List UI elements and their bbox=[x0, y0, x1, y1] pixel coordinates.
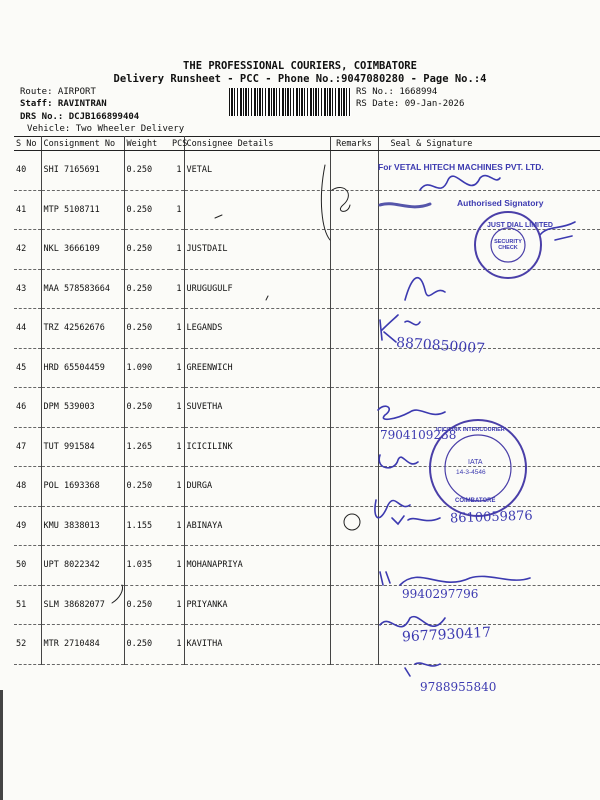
mohanapriya-phone: 9940297796 bbox=[402, 587, 479, 601]
row-consignee: JUSTDAIL bbox=[184, 230, 330, 270]
row-remarks bbox=[330, 585, 378, 625]
row-consignment: SLM 38682077 bbox=[41, 585, 124, 625]
row-consignment: TUT 991584 bbox=[41, 427, 124, 467]
row-consignment: DPM 539003 bbox=[41, 388, 124, 428]
row-remarks bbox=[330, 269, 378, 309]
row-consignee: DURGA bbox=[184, 467, 330, 507]
row-remarks bbox=[330, 625, 378, 665]
row-pcs: 1 bbox=[170, 151, 184, 191]
vetal-stamp-signatory: Authorised Signatory bbox=[457, 198, 544, 208]
row-consignee: ABINAYA bbox=[184, 506, 330, 546]
row-sno: 47 bbox=[14, 427, 41, 467]
table-row bbox=[14, 269, 600, 309]
row-consignee: KAVITHA bbox=[184, 625, 330, 665]
row-pcs: 1 bbox=[170, 546, 184, 586]
row-pcs: 1 bbox=[170, 506, 184, 546]
row-weight: 1.265 bbox=[124, 427, 170, 467]
row-consignee: MOHANAPRIYA bbox=[184, 546, 330, 586]
row-pcs: 1 bbox=[170, 625, 184, 665]
row-consignment: MAA 578583664 bbox=[41, 269, 124, 309]
row-consignee: SUVETHA bbox=[184, 388, 330, 428]
table-row bbox=[14, 625, 600, 665]
row-weight: 0.250 bbox=[124, 388, 170, 428]
row-consignee bbox=[184, 190, 330, 230]
row-sno: 52 bbox=[14, 625, 41, 665]
row-sno: 45 bbox=[14, 348, 41, 388]
col-consignee: Consignee Details bbox=[184, 137, 330, 151]
col-weight: Weight bbox=[124, 137, 170, 151]
row-remarks bbox=[330, 546, 378, 586]
row-weight: 0.250 bbox=[124, 309, 170, 349]
row-remarks bbox=[330, 230, 378, 270]
row-weight: 0.250 bbox=[124, 190, 170, 230]
table-row bbox=[14, 585, 600, 625]
row-weight: 1.155 bbox=[124, 506, 170, 546]
row-sno: 48 bbox=[14, 467, 41, 507]
row-sno: 46 bbox=[14, 388, 41, 428]
security-check-label: SECURITY CHECK bbox=[494, 239, 522, 251]
iata-label: IATA bbox=[468, 459, 483, 466]
row-pcs: 1 bbox=[170, 467, 184, 507]
iata-code: 14-3-4546 bbox=[456, 469, 486, 476]
row-sno: 41 bbox=[14, 190, 41, 230]
runsheet-subtitle: Delivery Runsheet - PCC - Phone No.:9047080280 - Page No.:4 bbox=[113, 73, 487, 85]
row-consignment: HRD 65504459 bbox=[41, 348, 124, 388]
row-pcs: 1 bbox=[170, 269, 184, 309]
row-consignment: KMU 3838013 bbox=[41, 506, 124, 546]
kavitha-signature bbox=[405, 663, 440, 676]
row-remarks bbox=[330, 348, 378, 388]
company-title: THE PROFESSIONAL COURIERS, COIMBATORE bbox=[183, 60, 417, 72]
row-seal bbox=[378, 348, 600, 388]
table-row bbox=[14, 427, 600, 467]
col-seal: Seal & Signature bbox=[378, 137, 600, 151]
row-weight: 0.250 bbox=[124, 230, 170, 270]
row-seal bbox=[378, 388, 600, 428]
row-consignee: PRIYANKA bbox=[184, 585, 330, 625]
row-sno: 40 bbox=[14, 151, 41, 191]
row-remarks bbox=[330, 151, 378, 191]
col-sno: S No bbox=[14, 137, 41, 151]
table-row bbox=[14, 546, 600, 586]
row-pcs: 1 bbox=[170, 190, 184, 230]
col-pcs: PCS bbox=[172, 138, 188, 149]
table-row bbox=[14, 348, 600, 388]
row-weight: 1.035 bbox=[124, 546, 170, 586]
row-weight: 0.250 bbox=[124, 585, 170, 625]
rs-date: RS Date: 09-Jan-2026 bbox=[356, 99, 465, 109]
runsheet-table bbox=[14, 136, 600, 665]
row-pcs: 1 bbox=[170, 427, 184, 467]
barcode bbox=[229, 88, 351, 116]
col-remarks: Remarks bbox=[330, 137, 378, 151]
kavitha-phone: 9788955840 bbox=[420, 680, 497, 694]
legands-phone: 8870850007 bbox=[395, 334, 486, 358]
row-consignment: MTP 5108711 bbox=[41, 190, 124, 230]
priyanka-phone: 9677930417 bbox=[401, 624, 492, 646]
table-row bbox=[14, 388, 600, 428]
row-sno: 49 bbox=[14, 506, 41, 546]
row-consignment: UPT 8022342 bbox=[41, 546, 124, 586]
icicilink-ring-text: ICICILINK INTERCOURIER bbox=[436, 427, 505, 433]
row-pcs: 1 bbox=[170, 388, 184, 428]
table-header bbox=[14, 137, 600, 151]
staff-label: Staff: RAVINTRAN bbox=[20, 99, 107, 109]
row-weight: 0.250 bbox=[124, 467, 170, 507]
route-label: Route: AIRPORT bbox=[20, 87, 96, 97]
row-consignment: TRZ 42562676 bbox=[41, 309, 124, 349]
row-remarks bbox=[330, 190, 378, 230]
row-weight: 1.090 bbox=[124, 348, 170, 388]
row-consignment: NKL 3666109 bbox=[41, 230, 124, 270]
row-consignee: URUGUGULF bbox=[184, 269, 330, 309]
row-consignee: ICICILINK bbox=[184, 427, 330, 467]
rs-number: RS No.: 1668994 bbox=[356, 87, 438, 97]
row-sno: 43 bbox=[14, 269, 41, 309]
row-consignee: LEGANDS bbox=[184, 309, 330, 349]
row-weight: 0.250 bbox=[124, 625, 170, 665]
suvetha-phone: 7904109238 bbox=[380, 428, 457, 442]
row-sno: 42 bbox=[14, 230, 41, 270]
vetal-stamp-company: For VETAL HITECH MACHINES PVT. LTD. bbox=[378, 162, 544, 172]
justdial-stamp-name: JUST DIAL LIMITED bbox=[487, 222, 553, 229]
row-sno: 51 bbox=[14, 585, 41, 625]
drs-number: DRS No.: DCJB166899404 bbox=[20, 112, 140, 122]
coimbatore-ring-text: COIMBATORE bbox=[455, 498, 496, 504]
row-pcs: 1 bbox=[170, 309, 184, 349]
row-pcs: 1 bbox=[170, 348, 184, 388]
row-seal bbox=[378, 546, 600, 586]
row-remarks bbox=[330, 388, 378, 428]
row-weight: 0.250 bbox=[124, 151, 170, 191]
row-sno: 44 bbox=[14, 309, 41, 349]
row-remarks bbox=[330, 506, 378, 546]
row-consignee: GREENWICH bbox=[184, 348, 330, 388]
row-weight: 0.250 bbox=[124, 269, 170, 309]
row-pcs: 1 bbox=[170, 585, 184, 625]
row-consignee: VETAL bbox=[184, 151, 330, 191]
row-seal bbox=[378, 269, 600, 309]
row-sno: 50 bbox=[14, 546, 41, 586]
table-row bbox=[14, 467, 600, 507]
table-row bbox=[14, 309, 600, 349]
row-consignment: MTR 2710484 bbox=[41, 625, 124, 665]
vehicle-label: Vehicle: Two Wheeler Delivery bbox=[27, 124, 185, 134]
row-consignment: SHI 7165691 bbox=[41, 151, 124, 191]
row-seal bbox=[378, 230, 600, 270]
row-consignment: POL 1693368 bbox=[41, 467, 124, 507]
row-remarks bbox=[330, 309, 378, 349]
row-pcs: 1 bbox=[170, 230, 184, 270]
abinaya-phone: 8610059876 bbox=[449, 508, 533, 527]
col-consignment: Consignment No bbox=[41, 137, 124, 151]
row-remarks bbox=[330, 427, 378, 467]
row-remarks bbox=[330, 467, 378, 507]
